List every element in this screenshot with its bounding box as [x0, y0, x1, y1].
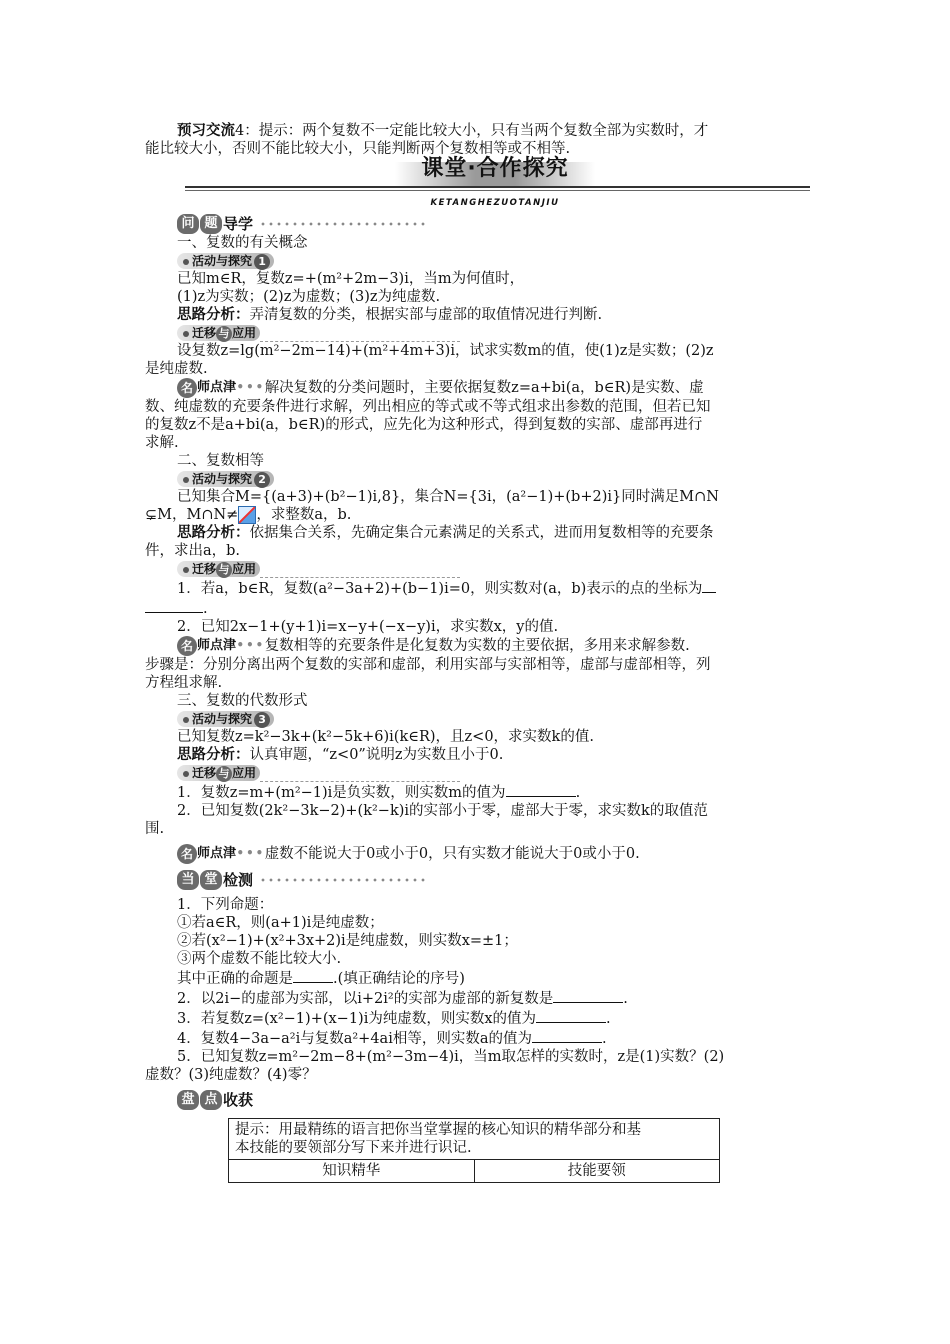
- tag-dot-icon: [183, 477, 189, 483]
- sec1-app1: 设复数z=lg(m²−2m−14)+(m²+4m+3)i，试求实数m的值，使(1)z是实数；(2)z: [177, 343, 714, 359]
- answer-blank[interactable]: [145, 598, 203, 613]
- tag-number: 2: [254, 472, 270, 488]
- sec1-q2: (1)z为实数；(2)z为虚数；(3)z为纯虚数.: [177, 289, 441, 305]
- sec3-q1: 已知复数z=k²−3k+(k²−5k+6)i(k∈R)，且z<0，求实数k的值.: [177, 729, 594, 745]
- sec3-app2: 2．已知复数(2k²−3k−2)+(k²−k)i的实部小于零，虚部大于零，求实数k的取值范: [177, 803, 708, 819]
- sec2-app2: 2．已知2x−1+(y+1)i=x−y+(−x−y)i，求实数x，y的值.: [177, 619, 559, 635]
- sec1-tip2: 数、纯虚数的充要条件进行求解，列出相应的等式或不等式组求出参数的范围，但若已知: [145, 399, 711, 415]
- preview-line-2: 能比较大小，否则不能比较大小，只能判断两个复数相等或不相等.: [145, 141, 571, 157]
- sec1-analysis: 思路分析：弄清复数的分类，根据实部与虚部的取值情况进行判断.: [177, 307, 603, 323]
- harvest-hint: 提示：用最精练的语言把你当堂掌握的核心知识的精华部分和基 本技能的要领部分写下来并进行识记.: [229, 1119, 720, 1160]
- sec1-app2: 是纯虚数.: [145, 361, 208, 377]
- sec1-app-tag-row: [145, 324, 810, 342]
- tag-dot-icon: [183, 717, 189, 723]
- answer-blank[interactable]: [293, 968, 333, 983]
- sec2-app1-cont: .: [145, 598, 810, 618]
- teacher-tip-badge: 名 师点津•••: [177, 636, 265, 656]
- harvest-table: [228, 1118, 720, 1183]
- banner-subtitle: KETANGHEZUOTANJIU: [430, 198, 560, 208]
- preview-label: 预习交流: [177, 123, 235, 139]
- sec2-q2: ⊊M，M∩N≠ ，求整数a，b.: [145, 507, 352, 523]
- check-l6: 2．以2i−的虚部为实部，以i+2i²的实部为虚部的新复数是 .: [145, 988, 810, 1008]
- dotted-rule: [259, 221, 429, 227]
- check-l2: ①若a∈R，则(a+1)i是纯虚数；: [177, 915, 384, 931]
- sec2-app1: 1．若a，b∈R，复数(a²−3a+2)+(b−1)i=0，则实数对(a，b)表示的点的坐标为: [145, 578, 810, 598]
- tag-number: 1: [254, 254, 270, 270]
- tip-dots: •••: [236, 846, 265, 862]
- check-l7: 3．若复数z=(x²−1)+(x−1)i为纯虚数，则实数x的值为 .: [145, 1008, 810, 1028]
- tag-number: 3: [254, 712, 270, 728]
- tag-yu-glyph: 与: [216, 766, 232, 782]
- check-l4: ③两个虚数不能比较大小.: [177, 951, 342, 967]
- classroom-check-header: [177, 870, 810, 894]
- sec1-tip3: 的复数z不是a+bi(a，b∈R)的形式，应先化为这种形式，得到复数的实部、虚部再进行: [145, 417, 703, 433]
- tag-dot-icon: [183, 331, 189, 337]
- sec3-app-tag-row: [145, 764, 810, 782]
- activity-tag: 活动与探究 2: [177, 471, 274, 487]
- sec2-q1: 已知集合M={(a+3)+(b²−1)i,8}，集合N={3i，(a²−1)+(b+2)i}同时满足M∩N: [177, 489, 719, 505]
- sec2-tag-row: [145, 470, 810, 488]
- column-knowledge[interactable]: 知识精华: [229, 1160, 475, 1183]
- section-banner: [145, 156, 810, 208]
- tip-dots: •••: [236, 638, 265, 654]
- dashed-rule: [260, 773, 460, 782]
- sec2-tip3: 方程组求解.: [145, 675, 223, 691]
- answer-blank[interactable]: [553, 988, 623, 1003]
- sec2-tip-row: 名 师点津•••复数相等的充要条件是化复数为实数的主要依据，多用来求解参数.: [145, 636, 810, 656]
- sec3-app2-cont: 围.: [145, 821, 165, 837]
- tag-yu-glyph: 与: [216, 562, 232, 578]
- preview-line-1: 预习交流4：提示：两个复数不一定能比较大小，只有当两个复数全部为实数时，才: [177, 123, 709, 139]
- tip-circle-glyph: 名: [177, 378, 197, 398]
- table-row: [229, 1160, 720, 1183]
- sec2-title: 二、复数相等: [177, 453, 264, 469]
- dotted-rule: [259, 877, 429, 883]
- teacher-tip-badge: 名 师点津•••: [177, 378, 265, 398]
- answer-blank[interactable]: [702, 578, 716, 593]
- module-title: 检测: [223, 871, 254, 889]
- sec2-analysis-2: 件，求出a，b.: [145, 543, 241, 559]
- teacher-tip-badge: 名 师点津•••: [177, 844, 265, 864]
- tip-dots: •••: [236, 380, 265, 396]
- tag-dot-icon: [183, 567, 189, 573]
- tag-dot-icon: [183, 259, 189, 265]
- pill-glyph: 点: [200, 1090, 222, 1110]
- worksheet-page: [145, 122, 810, 1183]
- dashed-rule: [260, 569, 460, 578]
- pill-glyph: 堂: [200, 870, 222, 890]
- answer-blank[interactable]: [532, 1028, 602, 1043]
- check-l10: 虚数？(3)纯虚数？(4)零？: [145, 1067, 317, 1083]
- answer-blank[interactable]: [536, 1008, 606, 1023]
- banner-title: 课堂·合作探究: [421, 156, 569, 181]
- banner-rule: [185, 186, 810, 188]
- tip-circle-glyph: 名: [177, 636, 197, 656]
- sec1-tag-row: [145, 252, 810, 270]
- sec3-tag-row: [145, 710, 810, 728]
- sec1-q1: 已知m∈R，复数z=+(m²+2m−3)i，当m为何值时，: [177, 271, 525, 287]
- harvest-header: [177, 1090, 810, 1114]
- application-tag: 迁移 与 应用: [177, 765, 260, 781]
- sec1-title: 一、复数的有关概念: [177, 235, 308, 251]
- problem-guide-header: [177, 214, 810, 238]
- pill-glyph: 当: [177, 870, 199, 890]
- answer-blank[interactable]: [506, 782, 576, 797]
- application-tag: 迁移 与 应用: [177, 325, 260, 341]
- sec1-tip4: 求解.: [145, 435, 179, 451]
- check-l5: 其中正确的命题是 .(填正确结论的序号): [145, 968, 810, 988]
- activity-tag: 活动与探究 1: [177, 253, 274, 269]
- activity-tag: 活动与探究 3: [177, 711, 274, 727]
- tag-dot-icon: [183, 771, 189, 777]
- table-row: [229, 1119, 720, 1160]
- pill-glyph: 盘: [177, 1090, 199, 1110]
- check-l1: 1．下列命题：: [177, 897, 274, 913]
- image-placeholder-icon: [238, 506, 256, 524]
- pill-glyph: 问: [177, 214, 199, 234]
- sec3-analysis: 思路分析：认真审题，“z<0”说明z为实数且小于0.: [177, 747, 504, 763]
- banner-rule-thin: [185, 190, 810, 191]
- check-l8: 4．复数4−3a−a²i与复数a²+4ai相等，则实数a的值为 .: [145, 1028, 810, 1048]
- sec3-app1: 1．复数z=m+(m²−1)i是负实数，则实数m的值为 .: [145, 782, 810, 802]
- application-tag: 迁移 与 应用: [177, 561, 260, 577]
- dashed-rule: [260, 333, 460, 342]
- column-skills[interactable]: 技能要领: [474, 1160, 720, 1183]
- module-title: 导学: [223, 215, 254, 233]
- sec1-tip-row: 名 师点津•••解决复数的分类问题时，主要依据复数z=a+bi(a，b∈R)是实数、虚: [145, 378, 810, 398]
- check-l3: ②若(x²−1)+(x²+3x+2)i是纯虚数，则实数x=±1；: [177, 933, 518, 949]
- sec2-analysis: 思路分析：依据集合关系，先确定集合元素满足的关系式，进而用复数相等的充要条: [177, 525, 714, 541]
- pill-glyph: 题: [200, 214, 222, 234]
- tag-yu-glyph: 与: [216, 326, 232, 342]
- module-title: 收获: [223, 1091, 254, 1109]
- sec2-app-tag-row: [145, 560, 810, 578]
- sec2-tip2: 步骤是：分别分离出两个复数的实部和虚部，利用实部与实部相等，虚部与虚部相等，列: [145, 657, 711, 673]
- check-l9: 5．已知复数z=m²−2m−8+(m²−3m−4)i，当m取怎样的实数时，z是(1)实数？(2): [177, 1049, 725, 1065]
- sec3-title: 三、复数的代数形式: [177, 693, 308, 709]
- tip-circle-glyph: 名: [177, 844, 197, 864]
- sec3-tip-row: 名 师点津•••虚数不能说大于0或小于0，只有实数才能说大于0或小于0.: [145, 844, 810, 864]
